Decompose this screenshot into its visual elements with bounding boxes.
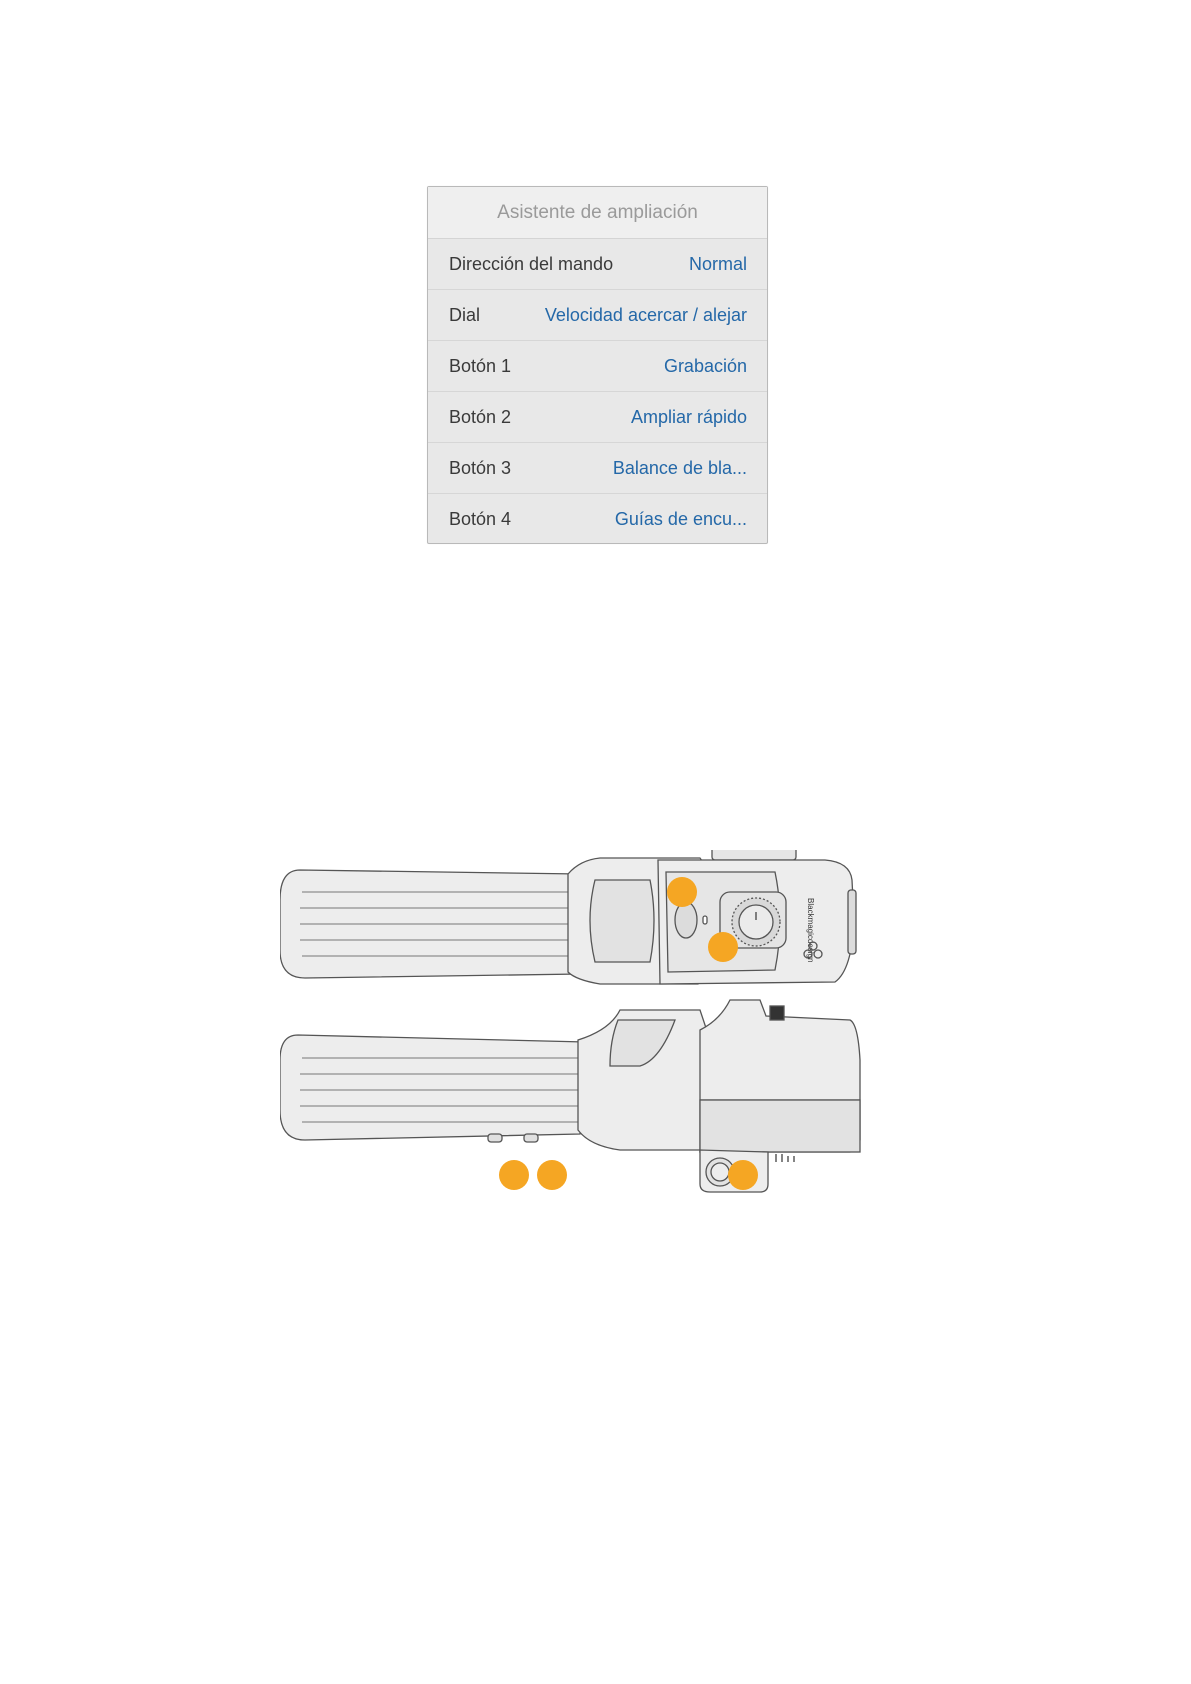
- callout-marker-record: [667, 877, 697, 907]
- callout-marker-button-a: [499, 1160, 529, 1190]
- setting-value[interactable]: Ampliar rápido: [630, 406, 747, 427]
- zoom-assistant-panel: [427, 186, 768, 544]
- setting-label: Dirección del mando: [449, 253, 614, 274]
- setting-label: Botón 1: [449, 355, 512, 376]
- setting-row-button-2[interactable]: [428, 392, 767, 443]
- callout-marker-button-b: [537, 1160, 567, 1190]
- setting-row-button-1[interactable]: [428, 341, 767, 392]
- setting-row-button-3[interactable]: [428, 443, 767, 494]
- setting-row-direction[interactable]: [428, 239, 767, 290]
- setting-label: Botón 3: [449, 457, 512, 478]
- setting-value[interactable]: Normal: [688, 253, 747, 274]
- setting-row-button-4[interactable]: [428, 494, 767, 545]
- callout-marker-switch: [728, 1160, 758, 1190]
- setting-label: Botón 2: [449, 406, 512, 427]
- setting-label: Botón 4: [449, 509, 512, 529]
- setting-label: Dial: [449, 304, 481, 325]
- setting-value[interactable]: Balance de bla...: [612, 457, 747, 478]
- handle-side-view: [280, 1000, 860, 1192]
- setting-value[interactable]: Guías de encu...: [614, 509, 747, 529]
- handle-top-view: [280, 850, 856, 984]
- setting-value[interactable]: Velocidad acercar / alejar: [544, 304, 747, 325]
- setting-row-dial[interactable]: [428, 290, 767, 341]
- setting-value[interactable]: Grabación: [663, 355, 747, 376]
- callout-marker-dial: [708, 932, 738, 962]
- zoom-handle-illustration: [280, 850, 920, 1240]
- panel-title: Asistente de ampliación: [428, 187, 767, 239]
- brand-logo-text: Blackmagicdesign: [806, 898, 815, 963]
